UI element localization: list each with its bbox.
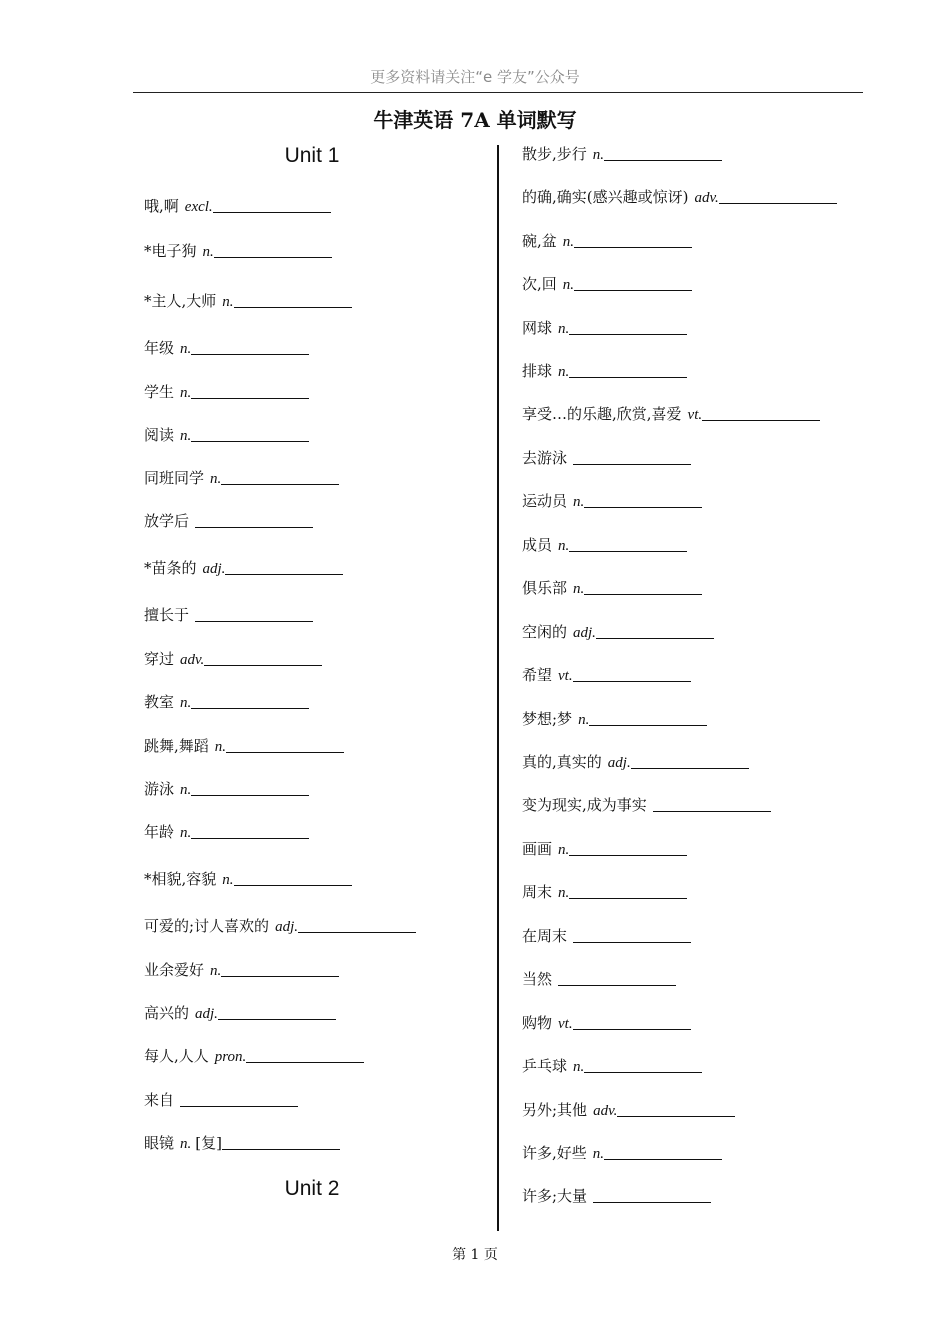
- page-number: 第 1 页: [452, 1247, 498, 1263]
- vocab-entry: [144, 869, 352, 890]
- part-of-speech: vt.: [687, 407, 703, 423]
- part-of-speech: n.: [214, 739, 227, 755]
- answer-blank[interactable]: [604, 1144, 722, 1160]
- part-of-speech: n.: [562, 277, 575, 293]
- answer-blank[interactable]: [631, 753, 749, 769]
- vocab-entry: [144, 779, 309, 800]
- answer-blank[interactable]: [573, 666, 691, 682]
- part-of-speech: n.: [558, 538, 570, 554]
- chinese-meaning: 俱乐部: [522, 579, 568, 597]
- chinese-meaning: 学生: [144, 383, 175, 401]
- part-of-speech: n.: [562, 234, 575, 250]
- part-of-speech: n.: [573, 581, 585, 597]
- answer-blank[interactable]: [569, 536, 687, 552]
- chinese-meaning: 梦想;梦: [522, 710, 573, 728]
- vocab-entry: [522, 1056, 702, 1077]
- chinese-meaning: 次,回: [522, 275, 557, 293]
- chinese-meaning: 另外;其他: [522, 1101, 588, 1119]
- vocab-entry: [144, 468, 339, 489]
- answer-blank[interactable]: [221, 469, 339, 485]
- chinese-meaning: 擅长于: [144, 606, 190, 624]
- column-divider: [497, 145, 499, 1231]
- part-of-speech: n.: [573, 494, 585, 510]
- answer-blank[interactable]: [589, 710, 707, 726]
- vocab-entry: [144, 605, 313, 625]
- part-of-speech: n.: [558, 842, 570, 858]
- answer-blank[interactable]: [593, 1187, 711, 1203]
- chinese-meaning: 来自: [144, 1091, 175, 1109]
- part-of-speech: n.: [180, 825, 192, 841]
- chinese-meaning: 业余爱好: [144, 961, 205, 979]
- answer-blank[interactable]: [191, 823, 309, 839]
- part-of-speech: vt.: [558, 1016, 573, 1032]
- vocab-entry: [144, 1003, 336, 1024]
- part-of-speech: adj.: [607, 755, 631, 771]
- answer-blank[interactable]: [569, 840, 687, 856]
- chinese-meaning: 年龄: [144, 823, 175, 841]
- vocab-entry: [144, 558, 343, 579]
- answer-blank[interactable]: [234, 292, 352, 308]
- part-of-speech: adj.: [202, 561, 226, 577]
- answer-blank[interactable]: [180, 1091, 298, 1107]
- part-of-speech: adv.: [694, 190, 719, 206]
- vocab-entry: [522, 622, 714, 643]
- part-of-speech: n.: [222, 872, 234, 888]
- part-of-speech: n.: [180, 782, 192, 798]
- part-of-speech: adj.: [275, 919, 298, 935]
- part-of-speech: n.: [210, 471, 222, 487]
- vocab-entry: [522, 795, 771, 815]
- answer-blank[interactable]: [191, 693, 309, 709]
- vocab-entry: [522, 274, 692, 295]
- part-of-speech: adj.: [195, 1006, 218, 1022]
- part-of-speech: n.: [210, 963, 222, 979]
- chinese-meaning: 阅读: [144, 426, 175, 444]
- vocab-entry: [522, 318, 687, 339]
- vocab-entry: [522, 404, 820, 425]
- answer-blank[interactable]: [204, 650, 322, 666]
- part-of-speech: adv.: [593, 1103, 618, 1119]
- vocab-entry: [522, 231, 692, 252]
- part-of-speech: adv.: [180, 652, 205, 668]
- chinese-meaning: *苗条的: [144, 559, 197, 577]
- chinese-meaning: 穿过: [144, 650, 175, 668]
- chinese-meaning: *主人,大师: [144, 292, 217, 310]
- vocab-entry: [144, 649, 322, 670]
- part-of-speech: n.: [592, 1146, 605, 1162]
- vocab-entry: [144, 241, 332, 262]
- answer-blank[interactable]: [573, 1014, 691, 1030]
- vocab-entry: [522, 752, 749, 773]
- answer-blank[interactable]: [702, 405, 820, 421]
- chinese-meaning: 成员: [522, 536, 553, 554]
- answer-blank[interactable]: [574, 275, 692, 291]
- answer-blank[interactable]: [191, 426, 309, 442]
- answer-blank[interactable]: [596, 623, 714, 639]
- answer-blank[interactable]: [246, 1047, 364, 1063]
- answer-blank[interactable]: [719, 188, 837, 204]
- answer-blank[interactable]: [191, 383, 309, 399]
- header-divider: [133, 92, 863, 93]
- chinese-meaning: 放学后: [144, 512, 190, 530]
- answer-blank[interactable]: [653, 796, 771, 812]
- answer-blank[interactable]: [573, 449, 691, 465]
- answer-blank[interactable]: [221, 961, 339, 977]
- answer-blank[interactable]: [573, 927, 691, 943]
- answer-blank[interactable]: [584, 579, 702, 595]
- chinese-meaning: 画画: [522, 840, 553, 858]
- vocab-entry: [522, 1186, 711, 1206]
- part-of-speech: n.: [222, 294, 234, 310]
- chinese-meaning: 希望: [522, 666, 553, 684]
- chinese-meaning: 当然: [522, 970, 553, 988]
- part-of-speech: n.: [573, 1059, 585, 1075]
- chinese-meaning: 空闲的: [522, 623, 568, 641]
- unit-2-heading: Unit 2: [284, 1177, 340, 1200]
- answer-blank[interactable]: [574, 232, 692, 248]
- answer-blank[interactable]: [191, 780, 309, 796]
- part-of-speech: n.: [180, 428, 192, 444]
- vocab-entry: [522, 491, 702, 512]
- unit-1-heading: Unit 1: [284, 144, 340, 167]
- vocab-entry: [144, 960, 339, 981]
- answer-blank[interactable]: [569, 362, 687, 378]
- chinese-meaning: 排球: [522, 362, 553, 380]
- chinese-meaning: 教室: [144, 693, 175, 711]
- answer-blank[interactable]: [195, 512, 313, 528]
- chinese-meaning: 周末: [522, 883, 553, 901]
- chinese-meaning: 真的,真实的: [522, 753, 602, 771]
- part-of-speech: n.: [578, 712, 590, 728]
- chinese-meaning: 跳舞,舞蹈: [144, 737, 209, 755]
- answer-blank[interactable]: [214, 242, 332, 258]
- answer-blank[interactable]: [225, 559, 343, 575]
- chinese-meaning: 高兴的: [144, 1004, 190, 1022]
- part-of-speech: excl.: [184, 199, 213, 215]
- part-of-speech: n.: [202, 244, 214, 260]
- vocab-entry: [144, 1133, 340, 1154]
- vocab-entry: [144, 511, 313, 531]
- answer-blank[interactable]: [584, 1057, 702, 1073]
- answer-blank[interactable]: [226, 737, 344, 753]
- answer-blank[interactable]: [604, 145, 722, 161]
- vocab-entry: [522, 926, 691, 946]
- chinese-meaning: 去游泳: [522, 449, 568, 467]
- part-of-speech: vt.: [558, 668, 573, 684]
- header-note: 更多资料请关注“e 学友”公众号: [370, 68, 580, 86]
- answer-blank[interactable]: [195, 606, 313, 622]
- answer-blank[interactable]: [222, 1134, 340, 1150]
- answer-blank[interactable]: [558, 970, 676, 986]
- chinese-meaning: 同班同学: [144, 469, 205, 487]
- part-of-speech: n.: [558, 364, 570, 380]
- vocab-entry: [522, 144, 722, 165]
- vocab-entry: [522, 709, 707, 730]
- vocab-entry: [522, 1100, 735, 1121]
- vocab-entry: [144, 382, 309, 403]
- chinese-meaning: 运动员: [522, 492, 568, 510]
- chinese-meaning: 网球: [522, 319, 553, 337]
- chinese-meaning: 在周末: [522, 927, 568, 945]
- chinese-meaning: 变为现实,成为事实: [522, 796, 647, 814]
- chinese-meaning: 许多;大量: [522, 1187, 588, 1205]
- answer-blank[interactable]: [569, 319, 687, 335]
- vocab-entry: [522, 969, 676, 989]
- chinese-meaning: 的确,确实(感兴趣或惊讶): [522, 188, 689, 206]
- vocab-entry: [522, 361, 687, 382]
- part-of-speech: n.: [180, 341, 192, 357]
- chinese-meaning: 购物: [522, 1014, 553, 1032]
- chinese-meaning: 许多,好些: [522, 1144, 587, 1162]
- part-of-speech: n.: [558, 885, 570, 901]
- vocab-entry: [144, 1090, 298, 1110]
- answer-blank[interactable]: [298, 917, 416, 933]
- vocab-entry: [522, 187, 837, 208]
- chinese-meaning: 眼镜: [144, 1134, 175, 1152]
- chinese-meaning: *电子狗: [144, 242, 197, 260]
- chinese-meaning: *相貌,容貌: [144, 870, 217, 888]
- vocab-entry: [144, 425, 309, 446]
- vocab-entry: [144, 338, 309, 359]
- vocab-entry: [144, 822, 309, 843]
- part-of-speech: n.: [558, 321, 570, 337]
- part-of-speech: n.: [180, 385, 192, 401]
- vocab-entry: [522, 1143, 722, 1164]
- vocab-entry: [522, 839, 687, 860]
- vocab-entry: [522, 1013, 691, 1034]
- plural-note: [复]: [195, 1134, 222, 1152]
- vocab-entry: [522, 882, 687, 903]
- vocab-entry: [522, 665, 691, 686]
- vocab-entry: [144, 692, 309, 713]
- vocab-entry: [144, 916, 416, 937]
- chinese-meaning: 碗,盆: [522, 232, 557, 250]
- answer-blank[interactable]: [234, 870, 352, 886]
- chinese-meaning: 可爱的;讨人喜欢的: [144, 917, 270, 935]
- vocab-entry: [144, 291, 352, 312]
- chinese-meaning: 年级: [144, 339, 175, 357]
- part-of-speech: pron.: [214, 1049, 247, 1065]
- chinese-meaning: 乒乓球: [522, 1057, 568, 1075]
- part-of-speech: n.: [592, 147, 605, 163]
- part-of-speech: n.: [180, 695, 192, 711]
- answer-blank[interactable]: [617, 1101, 735, 1117]
- chinese-meaning: 每人,人人: [144, 1047, 209, 1065]
- answer-blank[interactable]: [569, 883, 687, 899]
- answer-blank[interactable]: [584, 492, 702, 508]
- answer-blank[interactable]: [191, 339, 309, 355]
- chinese-meaning: 享受…的乐趣,欣赏,喜爱: [522, 405, 682, 423]
- vocab-entry: [144, 736, 344, 757]
- part-of-speech: n.: [180, 1136, 192, 1152]
- vocab-entry: [522, 535, 687, 556]
- answer-blank[interactable]: [213, 197, 331, 213]
- page-title: 牛津英语 7A 单词默写: [373, 108, 577, 132]
- vocab-entry: [522, 448, 691, 468]
- chinese-meaning: 游泳: [144, 780, 175, 798]
- part-of-speech: adj.: [573, 625, 596, 641]
- chinese-meaning: 哦,啊: [144, 197, 179, 215]
- vocab-entry: [144, 1046, 364, 1067]
- answer-blank[interactable]: [218, 1004, 336, 1020]
- chinese-meaning: 散步,步行: [522, 145, 587, 163]
- vocab-entry: [144, 196, 331, 217]
- vocab-entry: [522, 578, 702, 599]
